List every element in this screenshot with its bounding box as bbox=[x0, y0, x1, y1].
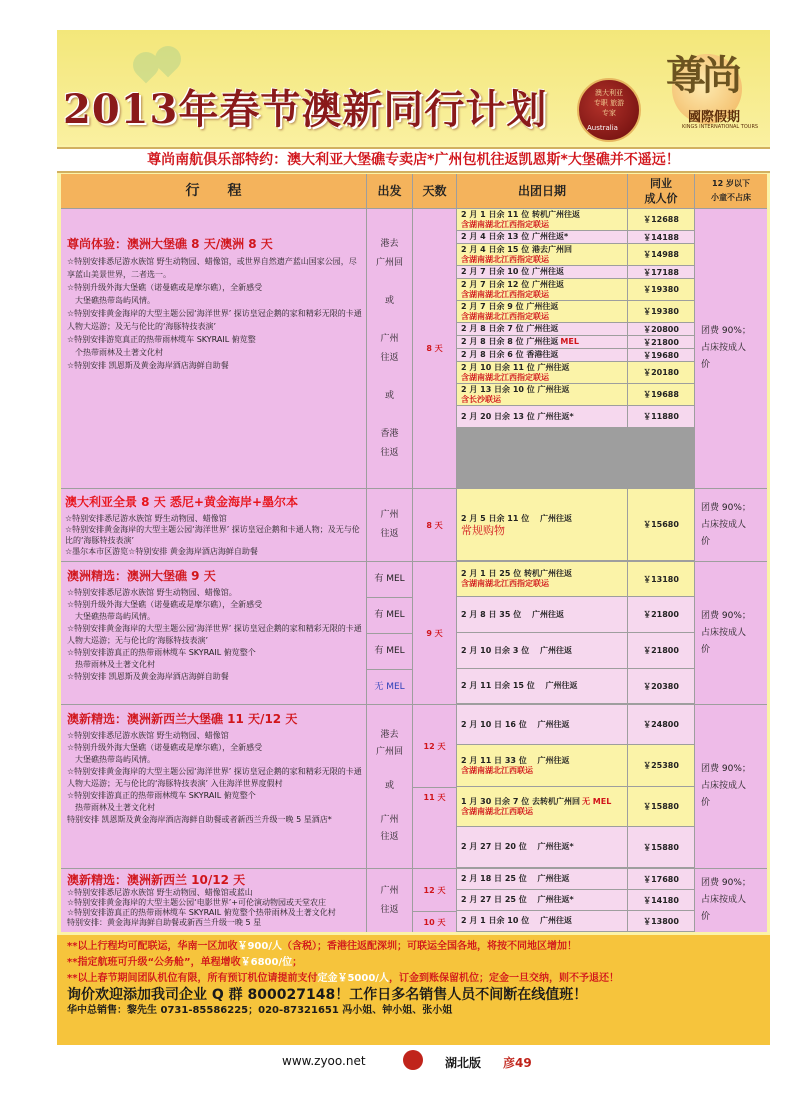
departure-date-cell bbox=[457, 787, 627, 826]
departure-date-cell bbox=[457, 562, 627, 596]
adult-price-cell: ￥21800 bbox=[628, 336, 694, 348]
connection-note: 含湖南湖北江西指定联运 bbox=[461, 219, 549, 229]
adult-price-cell: ￥20180 bbox=[628, 362, 694, 383]
adult-price-cell: ￥21800 bbox=[628, 597, 694, 632]
departure-date-text: 2 月 8 日 35 位 广州往返 bbox=[461, 609, 564, 619]
departure-date-cell bbox=[457, 911, 627, 931]
website-link[interactable]: www.zyoo.net bbox=[282, 1054, 366, 1068]
col-header-itinerary: 行 程 bbox=[61, 174, 366, 208]
departure-date-cell bbox=[457, 633, 627, 668]
badge-icon bbox=[403, 1050, 423, 1070]
edition-label: 湖北版 bbox=[445, 1056, 482, 1070]
departure-date-text: 2 月 5 日余 11 位 广州往返 bbox=[461, 513, 572, 523]
departure-date-cell bbox=[457, 301, 627, 322]
departure-date-cell bbox=[457, 362, 627, 383]
australia-seal-logo bbox=[577, 78, 641, 142]
connection-note: 常规购物 bbox=[461, 523, 505, 537]
adult-price-cell: ￥21800 bbox=[628, 633, 694, 668]
itinerary-heading: 澳新精选：澳洲新西兰大堡礁 11 天/12 天 bbox=[67, 712, 298, 726]
kings-tours-logo bbox=[652, 36, 767, 136]
departure-date-cell bbox=[457, 705, 627, 744]
connection-note: 含湖南湖北江西联运 bbox=[461, 806, 533, 816]
adult-price-cell: ￥13800 bbox=[628, 911, 694, 931]
departure-date-cell bbox=[457, 384, 627, 405]
logo-name: 國際假期 bbox=[688, 110, 741, 125]
departure-date-cell bbox=[457, 669, 627, 703]
departure-date-text: 2 月 7 日余 9 位 广州往返 bbox=[461, 301, 559, 311]
brochure-page bbox=[57, 30, 770, 1045]
logo-chars: 尊尚 bbox=[666, 52, 738, 99]
connection-note: 含湖南湖北江西指定联运 bbox=[461, 311, 549, 321]
note-text: **以上行程均可配联运，华南一区加收 bbox=[67, 941, 238, 952]
col-header-days: 天数 bbox=[413, 174, 456, 208]
departure-date-cell bbox=[457, 231, 627, 243]
days-cell: 12 天 bbox=[413, 705, 456, 787]
itinerary-cell bbox=[61, 705, 366, 868]
adult-price-cell: ￥20380 bbox=[628, 669, 694, 703]
note-line bbox=[67, 971, 757, 987]
departure-date-text: 1 月 30 日余 7 位 去转机广州回 bbox=[461, 796, 580, 806]
note-highlight: ￥900/人 bbox=[237, 941, 282, 952]
departure-date-cell bbox=[457, 890, 627, 910]
note-highlight: ￥6800/位 bbox=[240, 957, 293, 968]
adult-price-cell: ￥14188 bbox=[628, 231, 694, 243]
itinerary-heading: 澳新精选：澳洲新西兰 10/12 天 bbox=[67, 873, 246, 887]
days-cell: 9 天 bbox=[413, 562, 456, 704]
departure-date-text: 2 月 27 日 20 位 广州往返* bbox=[461, 842, 574, 851]
note-text: （含税）；香港往返配深圳；可联运全国各地，将按不同地区增加！ bbox=[282, 941, 577, 952]
itinerary-heading: 澳洲精选：澳洲大堡礁 9 天 bbox=[67, 569, 216, 583]
adult-price-cell: ￥15880 bbox=[628, 787, 694, 826]
adult-price-cell: ￥19680 bbox=[628, 349, 694, 361]
itinerary-cell bbox=[61, 209, 366, 488]
departure-date-text: 2 月 8 日余 7 位 广州往返 bbox=[461, 324, 559, 333]
adult-price-cell: ￥24800 bbox=[628, 705, 694, 744]
connection-note: 含湖南湖北江西指定联运 bbox=[461, 254, 549, 264]
departure-date-cell bbox=[457, 597, 627, 632]
departure-date-text: 2 月 20 日余 13 位 广州往返* bbox=[461, 411, 574, 421]
departure-date-text: 2 月 8 日余 8 位 广州往返 bbox=[461, 337, 559, 346]
adult-price-cell: ￥11880 bbox=[628, 406, 694, 427]
departure-date-cell bbox=[457, 209, 627, 230]
note-text: ，订金到账保留机位；定金一旦交纳，则不予退还！ bbox=[388, 973, 619, 984]
header-banner bbox=[57, 30, 770, 145]
child-price-cell: 团费 90%； 占床按成人 价 bbox=[695, 562, 767, 704]
departure-date-cell bbox=[457, 745, 627, 786]
departure-date-text: 2 月 10 日余 11 位 广州往返 bbox=[461, 362, 570, 372]
departure-date-cell bbox=[457, 489, 627, 560]
logo-en: KINGS INTERNATIONAL TOURS bbox=[682, 124, 759, 130]
connection-note: 含湖南湖北江西指定联运 bbox=[461, 289, 549, 299]
days-cell: 10 天 bbox=[413, 912, 456, 932]
itinerary-body: ☆特别安排悉尼游水族馆 野生动物园、蜡像馆或蓝山 ☆特别安排黄金海岸的大型主题公园‘电影世界’+可伦演动物园或天堂农庄 ☆特别安排游真正的热带雨林缆车 SKYRAIL 俯览整个热带雨林及土著文化村 特别安排：黄金海岸海鲜自助餐或新西兰升级一晚 5 星 bbox=[67, 888, 336, 927]
col-header-departure: 出发 bbox=[367, 174, 412, 208]
child-price-cell: 团费 90%； 占床按成人 价 bbox=[695, 869, 767, 932]
departure-cell: 无 MEL bbox=[367, 670, 412, 704]
departure-cell: 有 MEL bbox=[367, 634, 412, 669]
departure-date-text: 2 月 1 日 25 位 转机广州往返 bbox=[461, 569, 572, 578]
mel-tag: 无 MEL bbox=[581, 796, 612, 806]
connection-note: 含长沙联运 bbox=[461, 394, 501, 404]
departure-date-text: 2 月 7 日余 12 位 广州往返 bbox=[461, 279, 564, 289]
tour-table bbox=[61, 174, 767, 932]
departure-date-text: 2 月 8 日余 6 位 香港往返 bbox=[461, 350, 559, 359]
itinerary-body: ☆特别安排悉尼游水族馆 野生动物园、蜡像馆 ☆特别升级外海大堡礁（诺曼礁或是摩尔礁），全新感受 大堡礁热带岛屿风情。 ☆特别安排黄金海岸的大型主题公园‘海洋世界’ 探访皇冠企鹅的家和精彩无限的卡通人物大巡游；无与伦比的‘海豚特技表演’ 入住海洋世界度假村 ☆特别安排游真正的热带雨林缆车 SKYRAIL 俯览整个 热带雨林及土著文化村 特别安排 凯恩斯及黄金海岸酒店海鲜自助餐或者新西兰升级一晚 5 星酒店* bbox=[67, 731, 362, 824]
departure-date-text: 2 月 4 日余 13 位 广州往返* bbox=[461, 232, 569, 241]
adult-price-cell: ￥20800 bbox=[628, 323, 694, 335]
adult-price-cell: ￥12688 bbox=[628, 209, 694, 230]
note-line bbox=[67, 939, 770, 955]
departure-date-cell bbox=[457, 336, 627, 348]
note-line bbox=[67, 955, 770, 971]
departure-cell: 有 MEL bbox=[367, 562, 412, 597]
departure-date-cell bbox=[457, 827, 627, 867]
col-header-child: 12 岁以下 小童不占床 bbox=[695, 174, 767, 208]
itinerary-cell bbox=[61, 489, 366, 561]
itinerary-cell bbox=[61, 562, 366, 704]
itinerary-body: ☆特别安排悉尼游水族馆 野生动物园、蜡像馆 ☆特别安排黄金海岸的大型主题公园‘海洋世界’ 探访皇冠企鹅和卡通人物；及无与伦比的‘海豚特技表演’ ☆墨尔本市区游览☆特别安排 黄金海岸酒店海鲜自助餐 bbox=[65, 514, 360, 556]
departure-cell: 港去 广州回 或 广州 往返 bbox=[367, 705, 412, 868]
note-highlight: 定金￥5000/人 bbox=[317, 973, 389, 984]
connection-note: 含湖南湖北江西指定联运 bbox=[461, 372, 549, 382]
departure-cell: 广州 往返 bbox=[367, 489, 412, 561]
page-footer bbox=[0, 1048, 800, 1078]
page-title: 2013年春节澳新同行计划 bbox=[63, 86, 548, 133]
col-header-price: 同业 成人价 bbox=[628, 174, 694, 208]
note-text: ； bbox=[292, 957, 303, 968]
child-price-cell: 团费 90%； 占床按成人 价 bbox=[695, 489, 767, 561]
adult-price-cell: ￥19380 bbox=[628, 301, 694, 322]
notes-section bbox=[57, 935, 770, 1045]
itinerary-cell bbox=[61, 869, 366, 932]
contact-qq: 询价欢迎添加我司企业 Q 群 800027148！工作日多名销售人员不间断在线值班！ bbox=[67, 987, 588, 1003]
days-cell: 8 天 bbox=[413, 209, 456, 488]
departure-date-text: 2 月 13 日余 10 位 广州往返 bbox=[461, 384, 570, 394]
adult-price-cell: ￥19688 bbox=[628, 384, 694, 405]
note-text: **指定航班可升级“公务舱”，单程增收 bbox=[67, 957, 241, 968]
departure-date-cell bbox=[457, 244, 627, 265]
adult-price-cell: ￥17188 bbox=[628, 266, 694, 278]
departure-date-text: 2 月 10 日余 3 位 广州往返 bbox=[461, 645, 572, 655]
adult-price-cell: ￥13180 bbox=[628, 562, 694, 596]
departure-date-cell bbox=[457, 323, 627, 335]
note-text: **以上春节期间团队机位有限，所有预订机位请提前支付 bbox=[67, 973, 318, 984]
days-cell: 8 天 bbox=[413, 489, 456, 561]
promo-subtitle: 尊尚南航俱乐部特约：澳大利亚大堡礁专卖店*广州包机往返凯恩斯*大堡礁并不遥远！ bbox=[57, 147, 770, 173]
departure-date-text: 2 月 7 日余 10 位 广州往返 bbox=[461, 267, 564, 276]
days-cell: 12 天 bbox=[413, 869, 456, 911]
departure-date-cell bbox=[457, 266, 627, 278]
departure-date-cell bbox=[457, 349, 627, 361]
itinerary-heading: 澳大利亚全景 8 天 悉尼+黄金海岸+墨尔本 bbox=[65, 495, 298, 509]
departure-date-text: 2 月 18 日 25 位 广州往返 bbox=[461, 874, 570, 883]
days-cell: 11 天 bbox=[413, 788, 456, 868]
departure-date-text: 2 月 11 日余 15 位 广州往返 bbox=[461, 681, 578, 690]
departure-date-cell bbox=[457, 279, 627, 300]
departure-cell: 港去 广州回 或 广州 往返 或 香港 往返 bbox=[367, 209, 412, 488]
page-number: 彦49 bbox=[503, 1056, 532, 1070]
adult-price-cell: ￥15680 bbox=[628, 489, 694, 560]
adult-price-cell: ￥25380 bbox=[628, 745, 694, 786]
adult-price-cell: ￥15880 bbox=[628, 827, 694, 867]
contact-sales: 华中总销售：黎先生 0731-85586225；020-87321651 冯小姐、钟小姐、张小姐 bbox=[67, 1005, 453, 1016]
departure-date-text: 2 月 1 日余 10 位 广州往返 bbox=[461, 916, 572, 925]
child-price-cell: 团费 90%； 占床按成人 价 bbox=[695, 209, 767, 488]
departure-date-text: 2 月 1 日余 11 位 转机广州往返 bbox=[461, 209, 580, 219]
departure-date-cell bbox=[457, 406, 627, 427]
departure-date-text: 2 月 11 日 33 位 广州往返 bbox=[461, 755, 570, 765]
adult-price-cell: ￥14988 bbox=[628, 244, 694, 265]
itinerary-body: ☆特别安排悉尼游水族馆 野生动物园、蜡像馆，或世界自然遗产蓝山国家公园，尽享蓝山美景世界，二者选一。 ☆特别升级外海大堡礁（诺曼礁或是摩尔礁），全新感受 大堡礁热带岛屿风情。 ☆特别安排黄金海岸的大型主题公园‘海洋世界’ 探访皇冠企鹅的家和精彩无限的卡通人物大巡游；及无与伦比的‘海豚特技表演’ ☆特别安排游览真正的热带雨林缆车 SKYRAIL 俯览整 个热带雨林及土著文化村 ☆特别安排 凯恩斯及黄金海岸酒店海鲜自助餐 bbox=[67, 257, 362, 370]
departure-date-text: 2 月 10 日 16 位 广州往返 bbox=[461, 719, 570, 729]
child-price-cell: 团费 90%； 占床按成人 价 bbox=[695, 705, 767, 868]
departure-cell: 有 MEL bbox=[367, 598, 412, 633]
connection-note: 含湖南湖北江西联运 bbox=[461, 765, 533, 775]
seal-sub: Australia bbox=[587, 124, 618, 132]
connection-note: 含湖南湖北江西指定联运 bbox=[461, 579, 549, 588]
adult-price-cell: ￥14180 bbox=[628, 890, 694, 910]
col-header-dates: 出团日期 bbox=[457, 174, 627, 208]
seal-text: 澳大利亚 专职 旅游专家 bbox=[593, 89, 625, 117]
itinerary-body: ☆特别安排悉尼游水族馆 野生动物园、蜡像馆。 ☆特别升级外海大堡礁（诺曼礁或是摩尔礁），全新感受 大堡礁热带岛屿风情。 ☆特别安排黄金海岸的大型主题公园‘海洋世界’ 探访皇冠企鹅的家和精彩无限的卡通人物大巡游；无与伦比的‘海豚特技表演’ ☆特别安排游真正的热带雨林缆车 SKYRAIL 俯览整个 热带雨林及土著文化村 ☆特别安排 凯恩斯及黄金海岸酒店海鲜自助餐 bbox=[67, 588, 362, 681]
itinerary-heading: 尊尚体验：澳洲大堡礁 8 天/澳洲 8 天 bbox=[67, 237, 273, 251]
departure-date-text: 2 月 27 日 25 位 广州往返* bbox=[461, 895, 574, 904]
departure-date-text: 2 月 4 日余 15 位 港去广州回 bbox=[461, 244, 572, 254]
adult-price-cell: ￥17680 bbox=[628, 869, 694, 889]
departure-cell: 广州 往返 bbox=[367, 869, 412, 932]
departure-date-cell bbox=[457, 869, 627, 889]
mel-tag: MEL bbox=[560, 337, 579, 346]
adult-price-cell: ￥19380 bbox=[628, 279, 694, 300]
